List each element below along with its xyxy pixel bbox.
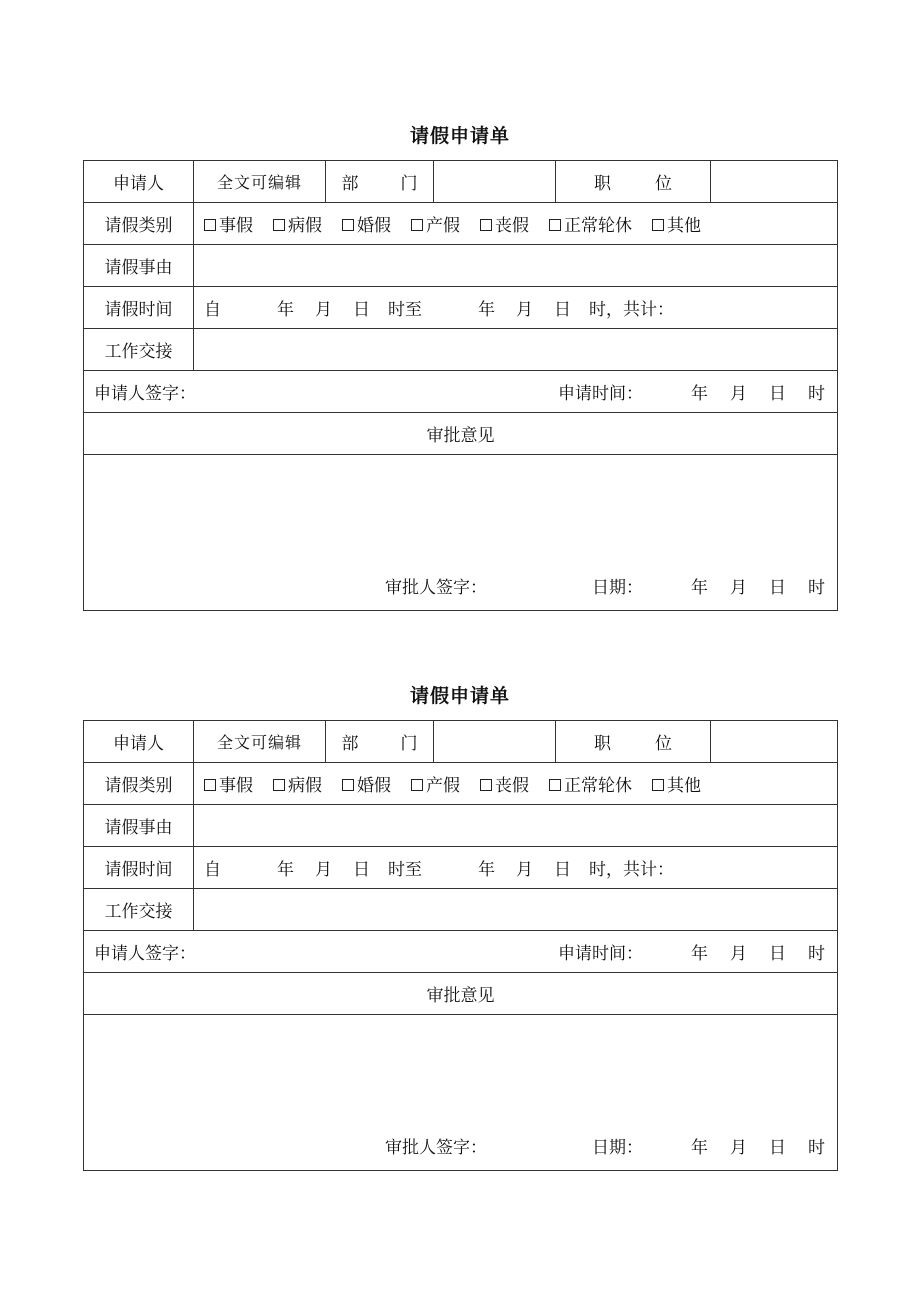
position-label-b: 位: [655, 174, 672, 194]
date-month: 月: [730, 1138, 747, 1158]
leave-type-label: 请假类别: [84, 203, 194, 245]
time-hour-total: 时，共计：: [589, 860, 674, 880]
leave-type-option[interactable]: 其他: [652, 216, 701, 236]
approval-body[interactable]: [84, 1015, 838, 1171]
leave-type-option[interactable]: 正常轮休: [549, 776, 632, 796]
date-day: 日: [769, 578, 786, 598]
time-year: 年: [478, 860, 495, 880]
checkbox-icon[interactable]: [342, 779, 354, 791]
date-day: 日: [769, 944, 786, 964]
time-label: 请假时间: [84, 287, 194, 329]
department-label-b: 门: [400, 174, 418, 194]
date-hour: 时: [808, 578, 825, 598]
checkbox-icon[interactable]: [480, 219, 492, 231]
department-label-b: 门: [400, 734, 418, 754]
time-row: [84, 847, 838, 889]
leave-type-option[interactable]: 产假: [411, 776, 460, 796]
approver-signature-label: 审批人签字：: [385, 1138, 487, 1158]
leave-type-row: [84, 763, 838, 805]
leave-type-option[interactable]: 产假: [411, 216, 460, 236]
time-hour-total: 时，共计：: [589, 300, 674, 320]
date-hour: 时: [808, 1138, 825, 1158]
time-from: 自: [204, 860, 221, 880]
form-title: 请假申请单: [409, 685, 510, 707]
time-row: [84, 287, 838, 329]
date-year: 年: [691, 578, 708, 598]
position-label-a: 职: [594, 734, 611, 754]
leave-form-1: [83, 120, 837, 611]
leave-form-table: [83, 160, 838, 611]
reason-label: 请假事由: [84, 805, 194, 847]
signature-row: [84, 931, 838, 973]
time-day: 日: [554, 860, 571, 880]
date-year: 年: [691, 384, 708, 404]
position-label: [556, 721, 711, 763]
leave-type-option[interactable]: 其他: [652, 776, 701, 796]
reason-value[interactable]: [194, 245, 838, 287]
time-from: 自: [204, 300, 221, 320]
applicant-label: 申请人: [84, 721, 194, 763]
time-label: 请假时间: [84, 847, 194, 889]
date-hour: 时: [808, 944, 825, 964]
apply-time: [558, 939, 825, 964]
applicant-row: [84, 161, 838, 203]
approval-header-row: [84, 973, 838, 1015]
position-label-a: 职: [594, 174, 611, 194]
signature-cell[interactable]: [84, 371, 838, 413]
apply-time-label: 申请时间：: [558, 384, 643, 404]
date-year: 年: [691, 944, 708, 964]
approval-date-label: 日期：: [592, 1138, 643, 1158]
applicant-label: 申请人: [84, 161, 194, 203]
time-value[interactable]: [194, 287, 838, 329]
checkbox-icon[interactable]: [204, 779, 216, 791]
checkbox-icon[interactable]: [549, 779, 561, 791]
signature-cell[interactable]: [84, 931, 838, 973]
apply-time-label: 申请时间：: [558, 944, 643, 964]
approval-header-row: [84, 413, 838, 455]
time-month: 月: [516, 300, 533, 320]
leave-type-option[interactable]: 事假: [204, 776, 253, 796]
time-year: 年: [277, 860, 294, 880]
checkbox-icon[interactable]: [273, 779, 285, 791]
signature-row: [84, 371, 838, 413]
apply-time: [558, 379, 825, 404]
department-label-a: 部: [341, 734, 359, 754]
leave-form-2: [83, 680, 837, 1171]
approval-body-row: [84, 1015, 838, 1171]
department-label: [326, 161, 434, 203]
date-month: 月: [730, 578, 747, 598]
leave-type-label: 请假类别: [84, 763, 194, 805]
applicant-row: [84, 721, 838, 763]
approver-signature-label: 审批人签字：: [385, 578, 487, 598]
leave-type-option[interactable]: 丧假: [480, 776, 529, 796]
leave-type-options: [194, 763, 838, 805]
time-day: 日: [353, 300, 370, 320]
approval-header: 审批意见: [84, 973, 838, 1015]
leave-type-row: [84, 203, 838, 245]
department-value[interactable]: [434, 161, 556, 203]
date-month: 月: [730, 944, 747, 964]
date-day: 日: [769, 384, 786, 404]
checkbox-icon[interactable]: [204, 219, 216, 231]
leave-type-option[interactable]: 婚假: [342, 776, 391, 796]
approval-header: 审批意见: [84, 413, 838, 455]
department-label: [326, 721, 434, 763]
leave-type-option[interactable]: 病假: [273, 776, 322, 796]
position-label-b: 位: [655, 734, 672, 754]
leave-type-option[interactable]: 事假: [204, 216, 253, 236]
approval-body[interactable]: [84, 455, 838, 611]
leave-form-table: [83, 720, 838, 1171]
reason-value[interactable]: [194, 805, 838, 847]
time-hour-to: 时至: [388, 860, 422, 880]
date-month: 月: [730, 384, 747, 404]
checkbox-icon[interactable]: [549, 219, 561, 231]
time-month: 月: [315, 300, 332, 320]
form-title: 请假申请单: [409, 125, 510, 147]
leave-type-option[interactable]: 病假: [273, 216, 322, 236]
applicant-signature-label: 申请人签字：: [94, 944, 196, 964]
date-hour: 时: [808, 384, 825, 404]
time-hour-to: 时至: [388, 300, 422, 320]
handover-value[interactable]: [194, 889, 838, 931]
checkbox-icon[interactable]: [411, 779, 423, 791]
approval-body-row: [84, 455, 838, 611]
time-year: 年: [277, 300, 294, 320]
handover-label: 工作交接: [84, 329, 194, 371]
handover-row: [84, 329, 838, 371]
applicant-value[interactable]: 全文可编辑: [194, 721, 326, 763]
applicant-value[interactable]: 全文可编辑: [194, 161, 326, 203]
handover-value[interactable]: [194, 329, 838, 371]
leave-type-option[interactable]: 正常轮休: [549, 216, 632, 236]
leave-type-options: [194, 203, 838, 245]
checkbox-icon[interactable]: [480, 779, 492, 791]
position-value[interactable]: [711, 161, 838, 203]
position-label: [556, 161, 711, 203]
time-month: 月: [315, 860, 332, 880]
leave-type-option[interactable]: 丧假: [480, 216, 529, 236]
reason-row: [84, 805, 838, 847]
handover-label: 工作交接: [84, 889, 194, 931]
leave-type-option[interactable]: 婚假: [342, 216, 391, 236]
date-year: 年: [691, 1138, 708, 1158]
time-month: 月: [516, 860, 533, 880]
checkbox-icon[interactable]: [273, 219, 285, 231]
time-day: 日: [353, 860, 370, 880]
checkbox-icon[interactable]: [652, 779, 664, 791]
approval-date-label: 日期：: [592, 578, 643, 598]
checkbox-icon[interactable]: [652, 219, 664, 231]
time-year: 年: [478, 300, 495, 320]
reason-row: [84, 245, 838, 287]
department-value[interactable]: [434, 721, 556, 763]
checkbox-icon[interactable]: [411, 219, 423, 231]
date-day: 日: [769, 1138, 786, 1158]
reason-label: 请假事由: [84, 245, 194, 287]
time-day: 日: [554, 300, 571, 320]
checkbox-icon[interactable]: [342, 219, 354, 231]
applicant-signature-label: 申请人签字：: [94, 384, 196, 404]
department-label-a: 部: [341, 174, 359, 194]
time-value[interactable]: [194, 847, 838, 889]
position-value[interactable]: [711, 721, 838, 763]
handover-row: [84, 889, 838, 931]
